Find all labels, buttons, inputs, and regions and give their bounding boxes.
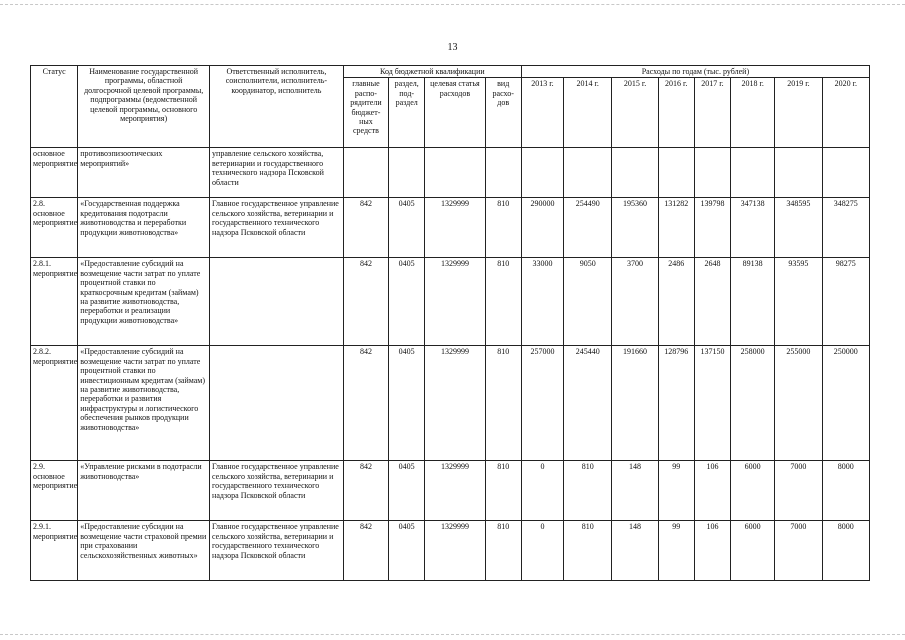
cell-status: 2.8. основное мероприятие — [31, 198, 78, 258]
cell-value: 131282 — [658, 198, 694, 258]
header-grbs: главные распо-рядители бюджет-ных средств — [343, 78, 388, 148]
cell-value: 810 — [564, 521, 612, 581]
cell-value: 7000 — [775, 461, 822, 521]
cell-value: 148 — [612, 461, 658, 521]
cell-target-article — [425, 148, 485, 198]
header-year: 2018 г. — [731, 78, 775, 148]
cell-value: 191660 — [612, 346, 658, 461]
cell-executor: Главное государственное управление сельского хозяйства, ветеринарии и государственного технического надзора Псковской области — [210, 461, 344, 521]
cell-value: 148 — [612, 521, 658, 581]
cell-value: 2486 — [658, 258, 694, 346]
cell-value: 6000 — [731, 461, 775, 521]
cell-grbs — [343, 148, 388, 198]
header-name: Наименование государственной программы, областной долгосрочной целевой программы, подпрограммы (ведомственной целевой программы, основного мероприятия) — [78, 66, 210, 148]
cell-value — [694, 148, 730, 198]
header-year: 2013 г. — [521, 78, 563, 148]
budget-table — [30, 65, 870, 581]
cell-value — [658, 148, 694, 198]
cell-value: 128796 — [658, 346, 694, 461]
cell-grbs: 842 — [343, 461, 388, 521]
cell-target-article: 1329999 — [425, 346, 485, 461]
cell-value: 254490 — [564, 198, 612, 258]
cell-value: 8000 — [822, 521, 869, 581]
cell-value: 89138 — [731, 258, 775, 346]
cell-section: 0405 — [389, 258, 425, 346]
header-year: 2016 г. — [658, 78, 694, 148]
header-expense-type: вид расхо-дов — [485, 78, 521, 148]
cell-target-article: 1329999 — [425, 461, 485, 521]
cell-value: 106 — [694, 461, 730, 521]
cell-value — [564, 148, 612, 198]
header-expenses: Расходы по годам (тыс. рублей) — [521, 66, 869, 78]
cell-executor: управление сельского хозяйства, ветеринарии и государственного технического надзора Псковской области — [210, 148, 344, 198]
cell-value: 810 — [564, 461, 612, 521]
cell-value: 348275 — [822, 198, 869, 258]
cell-executor — [210, 258, 344, 346]
cell-section: 0405 — [389, 198, 425, 258]
cell-value: 137150 — [694, 346, 730, 461]
cell-value — [612, 148, 658, 198]
cell-section — [389, 148, 425, 198]
scan-edge-bottom — [0, 634, 905, 635]
cell-section: 0405 — [389, 461, 425, 521]
cell-grbs: 842 — [343, 521, 388, 581]
table-row — [31, 521, 870, 581]
header-budget-code: Код бюджетной квалификации — [343, 66, 521, 78]
cell-expense-type: 810 — [485, 258, 521, 346]
cell-value — [822, 148, 869, 198]
cell-value: 6000 — [731, 521, 775, 581]
cell-value: 347138 — [731, 198, 775, 258]
cell-name: «Предоставление субсидии на возмещение части страховой премии при страховании сельскохозяйственных животных» — [78, 521, 210, 581]
cell-value: 0 — [521, 521, 563, 581]
header-year: 2015 г. — [612, 78, 658, 148]
cell-value: 257000 — [521, 346, 563, 461]
cell-name: «Предоставление субсидий на возмещение части затрат по уплате процентной ставки по краткосрочным кредитам (займам) на развитие животноводства, переработки и реализации продукции животноводства» — [78, 258, 210, 346]
cell-target-article: 1329999 — [425, 521, 485, 581]
table-row — [31, 346, 870, 461]
header-executor: Ответственный исполнитель, соисполнители, исполнитель-координатор, исполнитель — [210, 66, 344, 148]
cell-grbs: 842 — [343, 258, 388, 346]
table-row — [31, 258, 870, 346]
cell-value: 245440 — [564, 346, 612, 461]
cell-executor: Главное государственное управление сельского хозяйства, ветеринарии и государственного технического надзора Псковской области — [210, 521, 344, 581]
header-target-article: целевая статья расходов — [425, 78, 485, 148]
cell-expense-type: 810 — [485, 346, 521, 461]
cell-status: 2.9.1. мероприятие — [31, 521, 78, 581]
cell-value: 139798 — [694, 198, 730, 258]
table-row — [31, 461, 870, 521]
cell-name: противоэпизоотических мероприятий» — [78, 148, 210, 198]
cell-value: 99 — [658, 521, 694, 581]
cell-section: 0405 — [389, 346, 425, 461]
cell-status: основное мероприятие — [31, 148, 78, 198]
header-year: 2014 г. — [564, 78, 612, 148]
header-year: 2020 г. — [822, 78, 869, 148]
cell-name: «Государственная поддержка кредитования подотрасли животноводства и переработки продукции животноводства» — [78, 198, 210, 258]
cell-value — [521, 148, 563, 198]
cell-value: 9050 — [564, 258, 612, 346]
cell-value: 99 — [658, 461, 694, 521]
cell-value: 93595 — [775, 258, 822, 346]
cell-value: 8000 — [822, 461, 869, 521]
cell-value — [775, 148, 822, 198]
cell-expense-type — [485, 148, 521, 198]
page-number: 13 — [447, 42, 458, 53]
cell-value: 258000 — [731, 346, 775, 461]
cell-value: 348595 — [775, 198, 822, 258]
cell-status: 2.8.1. мероприятие — [31, 258, 78, 346]
cell-section: 0405 — [389, 521, 425, 581]
cell-value: 7000 — [775, 521, 822, 581]
cell-executor — [210, 346, 344, 461]
table-row — [31, 198, 870, 258]
cell-value: 250000 — [822, 346, 869, 461]
cell-grbs: 842 — [343, 346, 388, 461]
cell-name: «Предоставление субсидий на возмещение части затрат по уплате процентной ставки по инвестиционным кредитам (займам) на развитие животноводства, переработки и развития инфраструктуры и логистического обеспечения рынков продукции животноводства» — [78, 346, 210, 461]
cell-status: 2.9. основное мероприятие — [31, 461, 78, 521]
cell-value — [731, 148, 775, 198]
cell-name: «Управление рисками в подотрасли животноводства» — [78, 461, 210, 521]
cell-value: 255000 — [775, 346, 822, 461]
cell-expense-type: 810 — [485, 521, 521, 581]
cell-expense-type: 810 — [485, 198, 521, 258]
cell-value: 106 — [694, 521, 730, 581]
header-year: 2019 г. — [775, 78, 822, 148]
cell-executor: Главное государственное управление сельского хозяйства, ветеринарии и государственного технического надзора Псковской области — [210, 198, 344, 258]
header-row-1 — [31, 66, 870, 78]
scan-edge-top — [0, 4, 905, 5]
cell-expense-type: 810 — [485, 461, 521, 521]
cell-value: 33000 — [521, 258, 563, 346]
cell-value: 98275 — [822, 258, 869, 346]
cell-target-article: 1329999 — [425, 198, 485, 258]
cell-status: 2.8.2. мероприятие — [31, 346, 78, 461]
cell-grbs: 842 — [343, 198, 388, 258]
header-status: Статус — [31, 66, 78, 148]
cell-value: 290000 — [521, 198, 563, 258]
cell-target-article: 1329999 — [425, 258, 485, 346]
cell-value: 3700 — [612, 258, 658, 346]
cell-value: 195360 — [612, 198, 658, 258]
table-row — [31, 148, 870, 198]
cell-value: 0 — [521, 461, 563, 521]
cell-value: 2648 — [694, 258, 730, 346]
header-section: раздел, под-раздел — [389, 78, 425, 148]
header-year: 2017 г. — [694, 78, 730, 148]
